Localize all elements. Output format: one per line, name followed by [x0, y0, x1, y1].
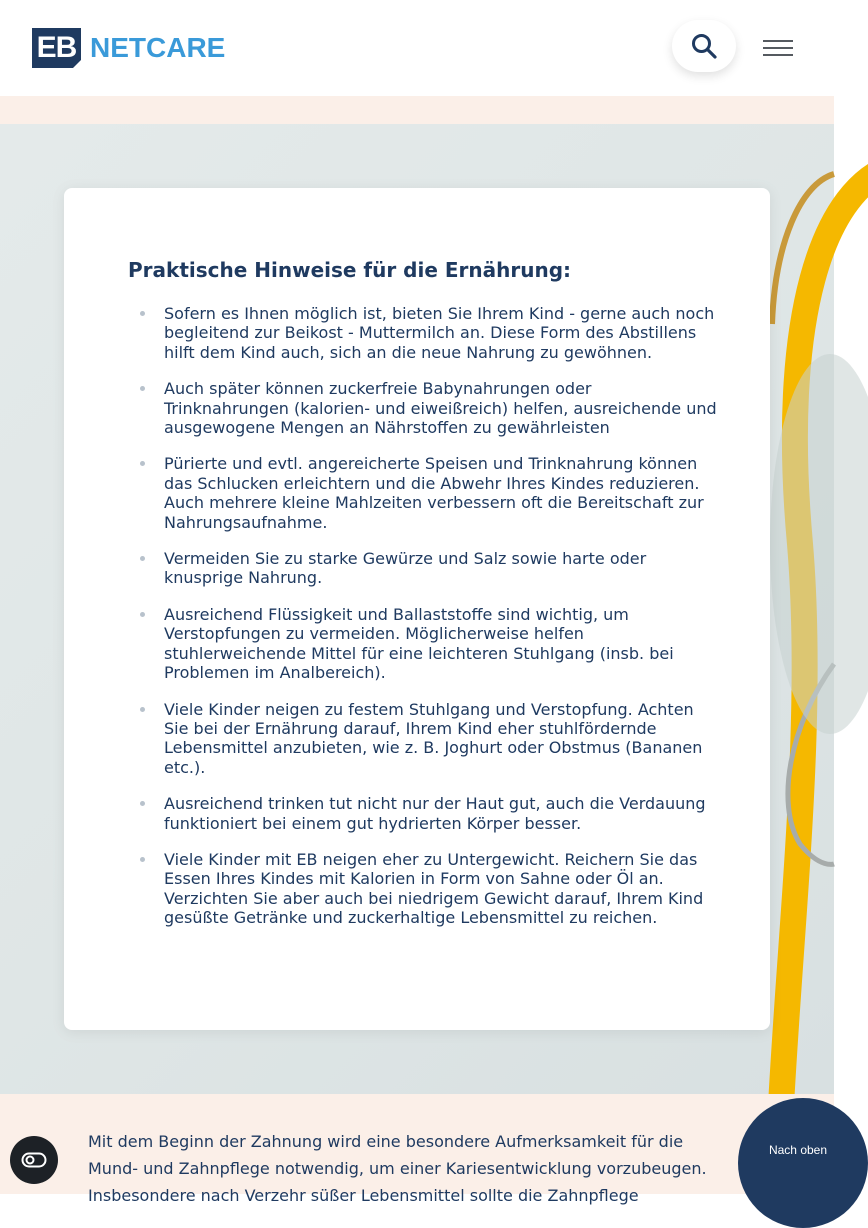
- list-item: Sofern es Ihnen möglich ist, bieten Sie Ihrem Kind - gerne auch noch begleitend zur Beikost - Muttermilch an. Diese Form des Abstillens hilft dem Kind auch, sich an die neue Nahrung zu gewöhnen.: [128, 304, 718, 362]
- logo-mark: EB: [32, 28, 81, 68]
- menu-button[interactable]: [756, 28, 800, 68]
- bullet-icon: [140, 556, 145, 561]
- dental-care-text: Mit dem Beginn der Zahnung wird eine besondere Aufmerksamkeit für die Mund- und Zahnpflege notwendig, um einer Kariesentwicklung vorzubeugen. Insbesondere nach Verzehr süßer Lebensmittel sollte die Zahnpflege: [88, 1132, 707, 1205]
- bullet-icon: [140, 461, 145, 466]
- list-item: Pürierte und evtl. angereicherte Speisen und Trinknahrung können das Schlucken erleichtern und die Abwehr Ihres Kindes reduzieren. Auch mehrere kleine Mahlzeiten verbessern oft die Bereitschaft zur Nahrungsaufnahme.: [128, 454, 718, 532]
- back-to-top-label: Nach oben: [768, 1143, 828, 1157]
- site-header: [0, 0, 834, 96]
- cookie-settings-icon: [21, 1152, 47, 1168]
- bullet-icon: [140, 707, 145, 712]
- bullet-icon: [140, 857, 145, 862]
- list-item: Viele Kinder neigen zu festem Stuhlgang und Verstopfung. Achten Sie bei der Ernährung darauf, Ihrem Kind eher stuhlfördernde Lebensmittel anzubieten, wie z. B. Joghurt oder Obstmus (Bananen etc.).: [128, 700, 718, 778]
- search-icon: [690, 32, 718, 60]
- bullet-icon: [140, 612, 145, 617]
- logo-text: NETCARE: [90, 32, 226, 63]
- cookie-settings-button[interactable]: [10, 1136, 58, 1184]
- header-divider-band: [0, 96, 834, 124]
- card-title: Praktische Hinweise für die Ernährung:: [128, 258, 572, 282]
- site-logo[interactable]: [32, 28, 225, 68]
- nutrition-hints-card: [64, 188, 770, 1030]
- hamburger-menu-icon: [763, 40, 793, 42]
- hint-list: [128, 304, 718, 945]
- list-item: Vermeiden Sie zu starke Gewürze und Salz sowie harte oder knusprige Nahrung.: [128, 549, 718, 588]
- list-item: Auch später können zuckerfreie Babynahrungen oder Trinknahrungen (kalorien- und eiweißreich) helfen, ausreichende und ausgewogene Mengen an Nährstoffen zu gewährleisten: [128, 379, 718, 437]
- bullet-icon: [140, 311, 145, 316]
- bullet-icon: [140, 386, 145, 391]
- search-button[interactable]: [672, 20, 736, 72]
- back-to-top-button[interactable]: [738, 1098, 868, 1228]
- dental-care-section: [0, 1094, 834, 1205]
- list-item: Viele Kinder mit EB neigen eher zu Untergewicht. Reichern Sie das Essen Ihres Kindes mit Kalorien in Form von Sahne oder Öl an. Verzichten Sie aber auch bei niedrigem Gewicht darauf, Ihrem Kind gesüßte Getränke und zuckerhaltige Lebensmittel zu reichen.: [128, 850, 718, 928]
- list-item: Ausreichend Flüssigkeit und Ballaststoffe sind wichtig, um Verstopfungen zu vermeiden. Möglicherweise helfen stuhlerweichende Mittel für eine leichteren Stuhlgang (insb. bei Problemen im Analbereich).: [128, 605, 718, 683]
- bullet-icon: [140, 801, 145, 806]
- list-item: Ausreichend trinken tut nicht nur der Haut gut, auch die Verdauung funktioniert bei einem gut hydrierten Körper besser.: [128, 794, 718, 833]
